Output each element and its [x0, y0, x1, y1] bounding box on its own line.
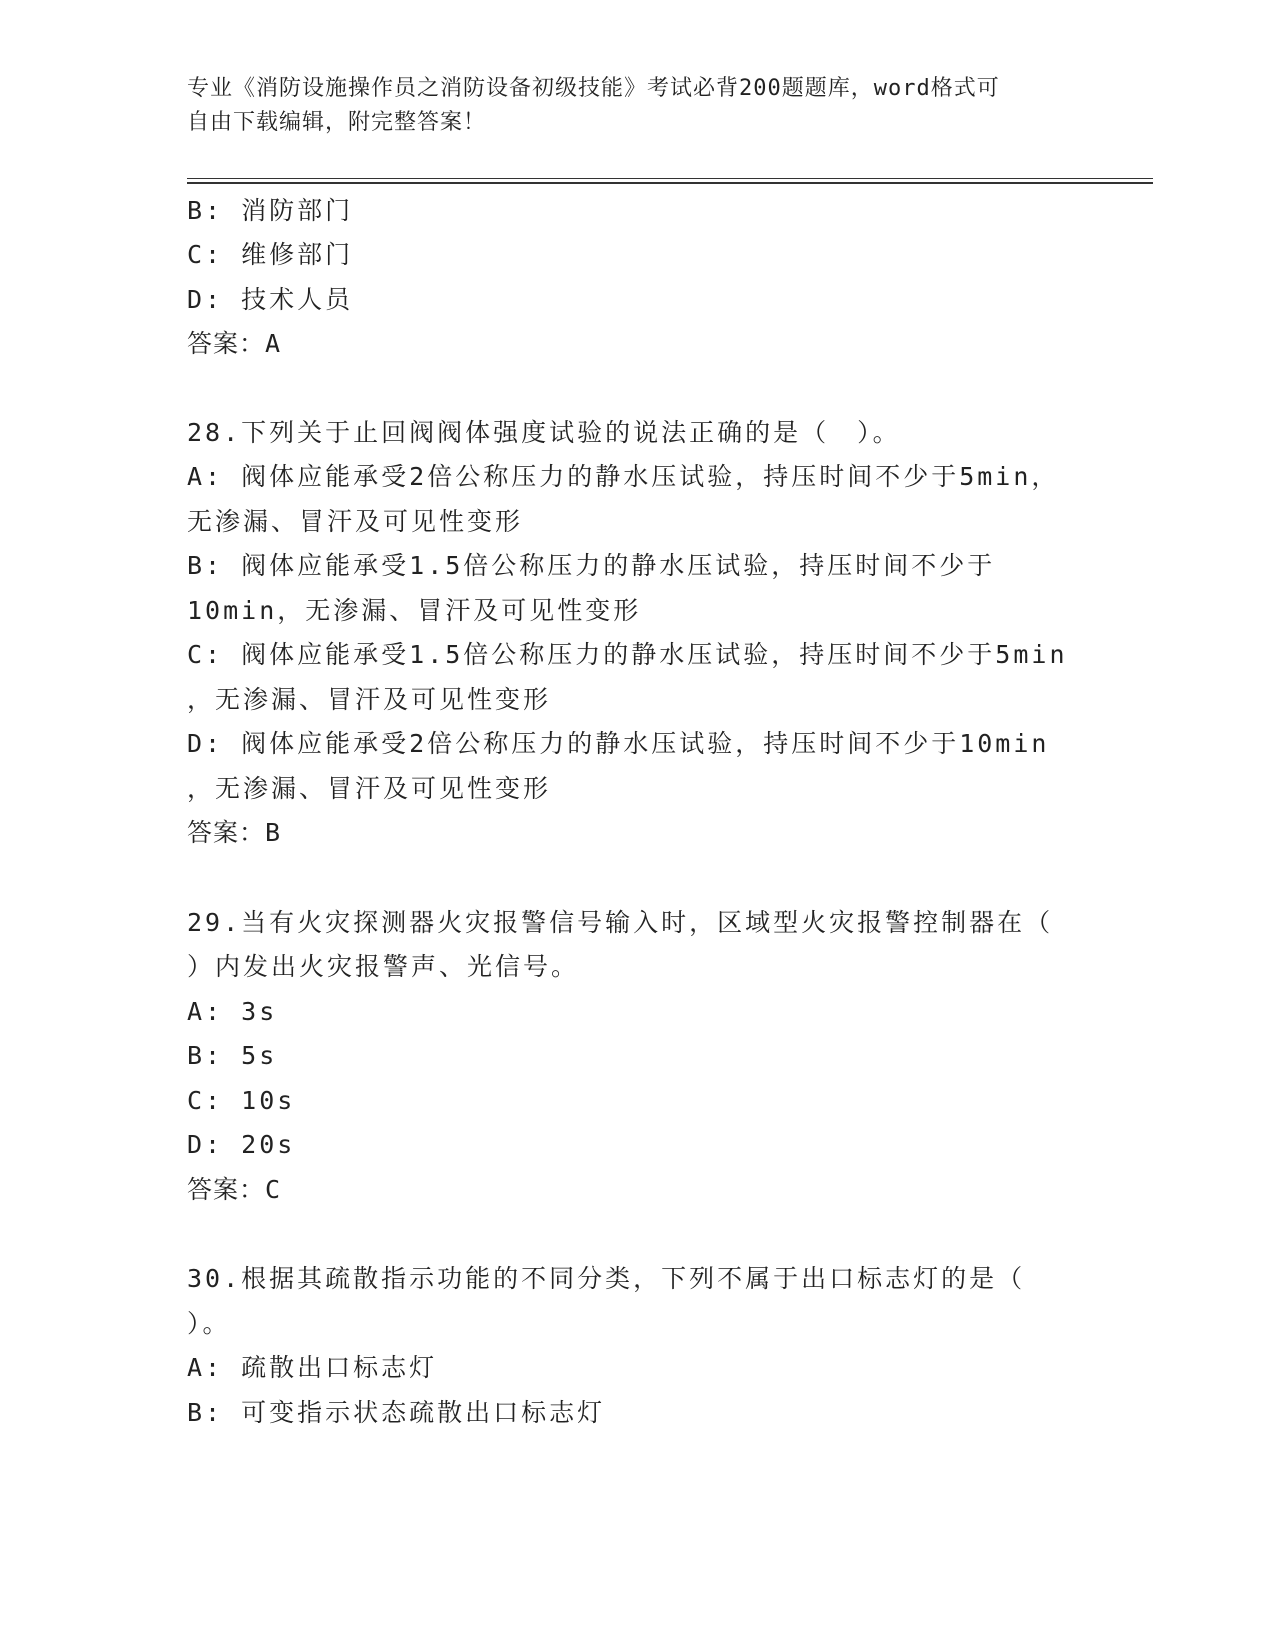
- q28-option-c-line2: ，无渗漏、冒汗及可见性变形: [187, 685, 552, 714]
- q30-option-b: B: 可变指示状态疏散出口标志灯: [187, 1398, 606, 1427]
- header-line-1: 专业《消防设施操作员之消防设备初级技能》考试必背200题题库，word格式可: [187, 76, 1000, 101]
- q28-option-b-line1: B: 阀体应能承受1.5倍公称压力的静水压试验，持压时间不少于: [187, 551, 996, 580]
- q29-option-d: D: 20s: [187, 1130, 296, 1159]
- q28-option-b-line2: 10min，无渗漏、冒汗及可见性变形: [187, 596, 642, 625]
- q30-question-line1: 30.根据其疏散指示功能的不同分类，下列不属于出口标志灯的是（: [187, 1264, 1026, 1293]
- q28-question: 28.下列关于止回阀阀体强度试验的说法正确的是（ ）。: [187, 418, 901, 447]
- q30-option-a: A: 疏散出口标志灯: [187, 1353, 438, 1382]
- q27-answer: 答案：A: [187, 329, 282, 358]
- q28-option-a-line2: 无渗漏、冒汗及可见性变形: [187, 507, 524, 536]
- header-divider-thin: [187, 178, 1153, 179]
- q30-question-line2: ）。: [187, 1309, 231, 1338]
- q28-option-d-line1: D: 阀体应能承受2倍公称压力的静水压试验，持压时间不少于10min: [187, 729, 1050, 758]
- q29-option-b: B: 5s: [187, 1041, 278, 1070]
- q29-question-line1: 29.当有火灾探测器火灾报警信号输入时，区域型火灾报警控制器在（: [187, 908, 1054, 937]
- header-line-2: 自由下载编辑，附完整答案！: [187, 110, 487, 135]
- q28-option-a-line1: A: 阀体应能承受2倍公称压力的静水压试验，持压时间不少于5min，: [187, 462, 1060, 491]
- q27-option-d: D: 技术人员: [187, 285, 354, 314]
- q28-option-d-line2: ，无渗漏、冒汗及可见性变形: [187, 774, 552, 803]
- document-header: [187, 72, 1067, 140]
- q29-answer: 答案：C: [187, 1175, 282, 1204]
- q29-option-a: A: 3s: [187, 997, 278, 1026]
- q27-option-c: C: 维修部门: [187, 240, 354, 269]
- q28-answer: 答案：B: [187, 818, 282, 847]
- q29-question-line2: ）内发出火灾报警声、光信号。: [187, 952, 580, 981]
- q28-option-c-line1: C: 阀体应能承受1.5倍公称压力的静水压试验，持压时间不少于5min: [187, 640, 1068, 669]
- header-divider-thick: [187, 182, 1153, 184]
- q29-option-c: C: 10s: [187, 1086, 296, 1115]
- q27-option-b: B: 消防部门: [187, 196, 354, 225]
